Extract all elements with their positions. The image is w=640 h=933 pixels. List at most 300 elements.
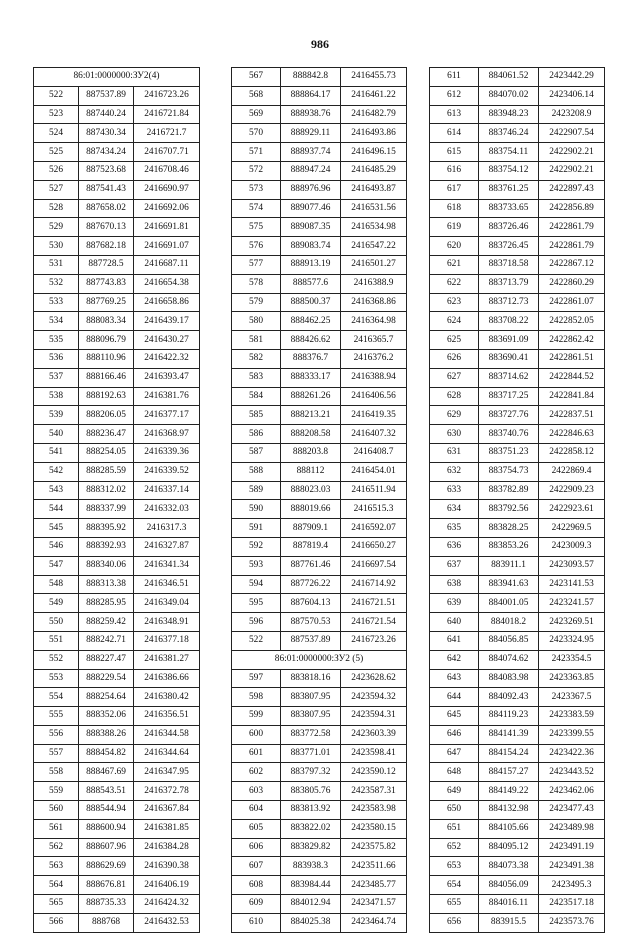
x-coordinate: 888313.38	[79, 575, 134, 594]
y-coordinate: 2423485.77	[341, 876, 407, 895]
table-row	[34, 913, 200, 932]
point-number: 587	[232, 443, 281, 462]
point-number: 609	[232, 895, 281, 914]
point-number: 638	[430, 575, 479, 594]
table-row	[34, 406, 200, 425]
y-coordinate: 2422897.43	[539, 180, 605, 199]
point-number: 595	[232, 594, 281, 613]
y-coordinate: 2422861.79	[539, 218, 605, 237]
table-row	[34, 218, 200, 237]
x-coordinate: 883714.62	[479, 368, 539, 387]
point-number: 551	[34, 631, 79, 650]
x-coordinate: 884149.22	[479, 782, 539, 801]
y-coordinate: 2416461.22	[341, 86, 407, 105]
x-coordinate: 883754.11	[479, 143, 539, 162]
x-coordinate: 883712.73	[479, 293, 539, 312]
x-coordinate: 887728.5	[79, 255, 134, 274]
x-coordinate: 888392.93	[79, 537, 134, 556]
y-coordinate: 2416380.42	[134, 688, 200, 707]
x-coordinate: 888600.94	[79, 819, 134, 838]
point-number: 548	[34, 575, 79, 594]
point-number: 636	[430, 537, 479, 556]
x-coordinate: 888110.96	[79, 349, 134, 368]
table-row	[232, 575, 407, 594]
x-coordinate: 888259.42	[79, 613, 134, 632]
x-coordinate: 884119.23	[479, 707, 539, 726]
table-row	[232, 913, 407, 932]
y-coordinate: 2416368.97	[134, 425, 200, 444]
y-coordinate: 2423583.98	[341, 801, 407, 820]
x-coordinate: 883807.95	[281, 688, 341, 707]
y-coordinate: 2416388.9	[341, 274, 407, 293]
x-coordinate: 888937.74	[281, 143, 341, 162]
table-row	[232, 481, 407, 500]
y-coordinate: 2416482.79	[341, 105, 407, 124]
table-row	[430, 387, 605, 406]
x-coordinate: 884141.39	[479, 725, 539, 744]
y-coordinate: 2423489.98	[539, 819, 605, 838]
table-row	[232, 895, 407, 914]
table-row	[232, 613, 407, 632]
table-row	[232, 500, 407, 519]
x-coordinate: 884095.12	[479, 838, 539, 857]
x-coordinate: 883761.25	[479, 180, 539, 199]
table-row	[232, 274, 407, 293]
table-row	[34, 857, 200, 876]
point-number: 633	[430, 481, 479, 500]
x-coordinate: 883740.76	[479, 425, 539, 444]
y-coordinate: 2416419.35	[341, 406, 407, 425]
table-row	[430, 274, 605, 293]
y-coordinate: 2416534.98	[341, 218, 407, 237]
y-coordinate: 2416339.36	[134, 443, 200, 462]
point-number: 583	[232, 368, 281, 387]
y-coordinate: 2416424.32	[134, 895, 200, 914]
x-coordinate: 888426.62	[281, 331, 341, 350]
point-number: 611	[430, 68, 479, 87]
y-coordinate: 2423324.95	[539, 631, 605, 650]
y-coordinate: 2416707.71	[134, 143, 200, 162]
point-number: 648	[430, 763, 479, 782]
y-coordinate: 2423399.55	[539, 725, 605, 744]
y-coordinate: 2416381.85	[134, 819, 200, 838]
point-number: 627	[430, 368, 479, 387]
x-coordinate: 887537.89	[79, 86, 134, 105]
y-coordinate: 2416721.84	[134, 105, 200, 124]
point-number: 637	[430, 556, 479, 575]
table-row	[232, 293, 407, 312]
x-coordinate: 884061.52	[479, 68, 539, 87]
y-coordinate: 2422861.79	[539, 237, 605, 256]
point-number: 522	[34, 86, 79, 105]
x-coordinate: 888864.17	[281, 86, 341, 105]
x-coordinate: 887726.22	[281, 575, 341, 594]
point-number: 592	[232, 537, 281, 556]
x-coordinate: 887670.13	[79, 218, 134, 237]
table-row	[430, 725, 605, 744]
x-coordinate: 888395.92	[79, 519, 134, 538]
table-row	[430, 218, 605, 237]
y-coordinate: 2416422.32	[134, 349, 200, 368]
point-number: 628	[430, 387, 479, 406]
x-coordinate: 883822.02	[281, 819, 341, 838]
x-coordinate: 887909.1	[281, 519, 341, 538]
point-number: 608	[232, 876, 281, 895]
table-row	[34, 519, 200, 538]
table-row	[232, 406, 407, 425]
table-row	[430, 237, 605, 256]
y-coordinate: 2416408.7	[341, 443, 407, 462]
table-row	[232, 782, 407, 801]
point-number: 568	[232, 86, 281, 105]
table-row	[232, 180, 407, 199]
x-coordinate: 887570.53	[281, 613, 341, 632]
point-number: 536	[34, 349, 79, 368]
x-coordinate: 887769.25	[79, 293, 134, 312]
y-coordinate: 2423009.3	[539, 537, 605, 556]
table-row	[430, 763, 605, 782]
y-coordinate: 2423363.85	[539, 669, 605, 688]
point-number: 653	[430, 857, 479, 876]
point-number: 656	[430, 913, 479, 932]
y-coordinate: 2416317.3	[134, 519, 200, 538]
x-coordinate: 883727.76	[479, 406, 539, 425]
table-row	[34, 500, 200, 519]
table-row	[430, 425, 605, 444]
x-coordinate: 883726.46	[479, 218, 539, 237]
x-coordinate: 888312.02	[79, 481, 134, 500]
x-coordinate: 888629.69	[79, 857, 134, 876]
x-coordinate: 888242.71	[79, 631, 134, 650]
x-coordinate: 883717.25	[479, 387, 539, 406]
point-number: 600	[232, 725, 281, 744]
table-row	[430, 368, 605, 387]
y-coordinate: 2422861.51	[539, 349, 605, 368]
point-number: 556	[34, 725, 79, 744]
point-number: 574	[232, 199, 281, 218]
x-coordinate: 883771.01	[281, 744, 341, 763]
y-coordinate: 2416721.54	[341, 613, 407, 632]
point-number: 641	[430, 631, 479, 650]
point-number: 533	[34, 293, 79, 312]
y-coordinate: 2416339.52	[134, 462, 200, 481]
y-coordinate: 2423208.9	[539, 105, 605, 124]
table-row	[430, 744, 605, 763]
table-row	[34, 782, 200, 801]
table-row	[430, 556, 605, 575]
y-coordinate: 2416390.38	[134, 857, 200, 876]
y-coordinate: 2416376.2	[341, 349, 407, 368]
y-coordinate: 2422867.12	[539, 255, 605, 274]
y-coordinate: 2422861.07	[539, 293, 605, 312]
point-number: 640	[430, 613, 479, 632]
x-coordinate: 888337.99	[79, 500, 134, 519]
table-row	[430, 801, 605, 820]
y-coordinate: 2416592.07	[341, 519, 407, 538]
table-row	[34, 631, 200, 650]
point-number: 525	[34, 143, 79, 162]
table-row	[430, 68, 605, 87]
point-number: 561	[34, 819, 79, 838]
x-coordinate: 884074.62	[479, 650, 539, 669]
y-coordinate: 2422856.89	[539, 199, 605, 218]
y-coordinate: 2416365.7	[341, 331, 407, 350]
y-coordinate: 2416349.04	[134, 594, 200, 613]
x-coordinate: 888929.11	[281, 124, 341, 143]
y-coordinate: 2416327.87	[134, 537, 200, 556]
y-coordinate: 2423241.57	[539, 594, 605, 613]
y-coordinate: 2416721.7	[134, 124, 200, 143]
table-row	[232, 688, 407, 707]
x-coordinate: 888543.51	[79, 782, 134, 801]
x-coordinate: 888285.59	[79, 462, 134, 481]
y-coordinate: 2416531.56	[341, 199, 407, 218]
x-coordinate: 884105.66	[479, 819, 539, 838]
point-number: 602	[232, 763, 281, 782]
y-coordinate: 2416496.15	[341, 143, 407, 162]
point-number: 606	[232, 838, 281, 857]
coordinates-table-right	[429, 67, 605, 933]
point-number: 650	[430, 801, 479, 820]
x-coordinate: 888285.95	[79, 594, 134, 613]
point-number: 645	[430, 707, 479, 726]
point-number: 616	[430, 161, 479, 180]
parcel-id-header: 86:01:0000000:ЗУ2 (5)	[232, 650, 407, 669]
table-row	[430, 838, 605, 857]
point-number: 634	[430, 500, 479, 519]
table-row	[430, 481, 605, 500]
table-row	[430, 537, 605, 556]
y-coordinate: 2423422.36	[539, 744, 605, 763]
table-row	[232, 594, 407, 613]
point-number: 539	[34, 406, 79, 425]
y-coordinate: 2416384.28	[134, 838, 200, 857]
y-coordinate: 2416650.27	[341, 537, 407, 556]
point-number: 540	[34, 425, 79, 444]
table-row	[34, 312, 200, 331]
x-coordinate: 883828.25	[479, 519, 539, 538]
point-number: 586	[232, 425, 281, 444]
point-number: 585	[232, 406, 281, 425]
table-row	[232, 519, 407, 538]
y-coordinate: 2416691.07	[134, 237, 200, 256]
x-coordinate: 888340.06	[79, 556, 134, 575]
y-coordinate: 2416692.06	[134, 199, 200, 218]
x-coordinate: 888333.17	[281, 368, 341, 387]
y-coordinate: 2416386.66	[134, 669, 200, 688]
table-row	[34, 86, 200, 105]
x-coordinate: 888229.54	[79, 669, 134, 688]
y-coordinate: 2416347.95	[134, 763, 200, 782]
y-coordinate: 2416454.01	[341, 462, 407, 481]
y-coordinate: 2416348.91	[134, 613, 200, 632]
table-row	[430, 613, 605, 632]
table-row	[232, 68, 407, 87]
y-coordinate: 2422969.5	[539, 519, 605, 538]
table-row	[232, 199, 407, 218]
y-coordinate: 2422846.63	[539, 425, 605, 444]
point-number: 593	[232, 556, 281, 575]
point-number: 649	[430, 782, 479, 801]
x-coordinate: 887440.24	[79, 105, 134, 124]
x-coordinate: 883754.12	[479, 161, 539, 180]
x-coordinate: 883754.73	[479, 462, 539, 481]
x-coordinate: 888254.05	[79, 443, 134, 462]
table-row	[430, 688, 605, 707]
table-row	[232, 161, 407, 180]
y-coordinate: 2416368.86	[341, 293, 407, 312]
y-coordinate: 2423575.82	[341, 838, 407, 857]
page-number: 986	[311, 37, 329, 51]
y-coordinate: 2416367.84	[134, 801, 200, 820]
y-coordinate: 2422862.42	[539, 331, 605, 350]
table-row	[34, 650, 200, 669]
x-coordinate: 888913.19	[281, 255, 341, 274]
y-coordinate: 2423491.19	[539, 838, 605, 857]
table-row	[232, 876, 407, 895]
x-coordinate: 888388.26	[79, 725, 134, 744]
y-coordinate: 2423594.31	[341, 707, 407, 726]
table-row	[430, 312, 605, 331]
point-number: 642	[430, 650, 479, 669]
table-row	[232, 631, 407, 650]
y-coordinate: 2416493.87	[341, 180, 407, 199]
point-number: 563	[34, 857, 79, 876]
point-number: 541	[34, 443, 79, 462]
table-row	[232, 669, 407, 688]
x-coordinate: 883718.58	[479, 255, 539, 274]
point-number: 534	[34, 312, 79, 331]
point-number: 527	[34, 180, 79, 199]
y-coordinate: 2416393.47	[134, 368, 200, 387]
x-coordinate: 888976.96	[281, 180, 341, 199]
point-number: 598	[232, 688, 281, 707]
y-coordinate: 2423442.29	[539, 68, 605, 87]
y-coordinate: 2422852.05	[539, 312, 605, 331]
point-number: 620	[430, 237, 479, 256]
point-number: 591	[232, 519, 281, 538]
y-coordinate: 2422869.4	[539, 462, 605, 481]
y-coordinate: 2416406.56	[341, 387, 407, 406]
x-coordinate: 888227.47	[79, 650, 134, 669]
table-row	[232, 143, 407, 162]
point-number: 553	[34, 669, 79, 688]
table-row	[430, 161, 605, 180]
y-coordinate: 2416430.27	[134, 331, 200, 350]
y-coordinate: 2422907.54	[539, 124, 605, 143]
point-number: 613	[430, 105, 479, 124]
table-row	[34, 349, 200, 368]
x-coordinate: 883805.76	[281, 782, 341, 801]
point-number: 547	[34, 556, 79, 575]
y-coordinate: 2416346.51	[134, 575, 200, 594]
table-row	[430, 293, 605, 312]
table-row	[232, 707, 407, 726]
table-row	[232, 556, 407, 575]
y-coordinate: 2423354.5	[539, 650, 605, 669]
point-number: 526	[34, 161, 79, 180]
y-coordinate: 2416377.18	[134, 631, 200, 650]
point-number: 643	[430, 669, 479, 688]
table-row	[430, 462, 605, 481]
point-number: 545	[34, 519, 79, 538]
point-number: 566	[34, 913, 79, 932]
table-row	[34, 274, 200, 293]
y-coordinate: 2416485.29	[341, 161, 407, 180]
table-row	[430, 105, 605, 124]
table-row	[430, 707, 605, 726]
y-coordinate: 2423367.5	[539, 688, 605, 707]
x-coordinate: 888192.63	[79, 387, 134, 406]
y-coordinate: 2423580.15	[341, 819, 407, 838]
x-coordinate: 888735.33	[79, 895, 134, 914]
point-number: 558	[34, 763, 79, 782]
y-coordinate: 2416407.32	[341, 425, 407, 444]
x-coordinate: 888938.76	[281, 105, 341, 124]
parcel-id-header: 86:01:0000000:ЗУ2(4)	[34, 68, 200, 87]
x-coordinate: 883713.79	[479, 274, 539, 293]
x-coordinate: 888112	[281, 462, 341, 481]
table-row	[34, 387, 200, 406]
point-number: 559	[34, 782, 79, 801]
table-row	[430, 199, 605, 218]
x-coordinate: 884157.27	[479, 763, 539, 782]
point-number: 577	[232, 255, 281, 274]
y-coordinate: 2416337.14	[134, 481, 200, 500]
y-coordinate: 2423594.32	[341, 688, 407, 707]
y-coordinate: 2423511.66	[341, 857, 407, 876]
y-coordinate: 2423628.62	[341, 669, 407, 688]
point-number: 624	[430, 312, 479, 331]
table-row	[34, 819, 200, 838]
x-coordinate: 887537.89	[281, 631, 341, 650]
table-row	[430, 650, 605, 669]
y-coordinate: 2423383.59	[539, 707, 605, 726]
table-row	[34, 707, 200, 726]
table-row	[34, 556, 200, 575]
point-number: 644	[430, 688, 479, 707]
y-coordinate: 2416344.64	[134, 744, 200, 763]
table-row	[430, 913, 605, 932]
y-coordinate: 2423603.39	[341, 725, 407, 744]
y-coordinate: 2423587.31	[341, 782, 407, 801]
x-coordinate: 884073.38	[479, 857, 539, 876]
table-row	[232, 312, 407, 331]
point-number: 528	[34, 199, 79, 218]
point-number: 570	[232, 124, 281, 143]
point-number: 579	[232, 293, 281, 312]
table-row	[232, 349, 407, 368]
point-number: 571	[232, 143, 281, 162]
table-row	[232, 443, 407, 462]
table-row	[430, 406, 605, 425]
table-row	[232, 462, 407, 481]
point-number: 630	[430, 425, 479, 444]
y-coordinate: 2423491.38	[539, 857, 605, 876]
table-row	[232, 857, 407, 876]
x-coordinate: 883938.3	[281, 857, 341, 876]
x-coordinate: 888166.46	[79, 368, 134, 387]
point-number: 619	[430, 218, 479, 237]
table-row	[34, 575, 200, 594]
x-coordinate: 884132.98	[479, 801, 539, 820]
coordinates-table-left	[33, 67, 200, 933]
point-number: 623	[430, 293, 479, 312]
y-coordinate: 2416432.53	[134, 913, 200, 932]
y-coordinate: 2416364.98	[341, 312, 407, 331]
x-coordinate: 883915.5	[479, 913, 539, 932]
table-row	[34, 481, 200, 500]
